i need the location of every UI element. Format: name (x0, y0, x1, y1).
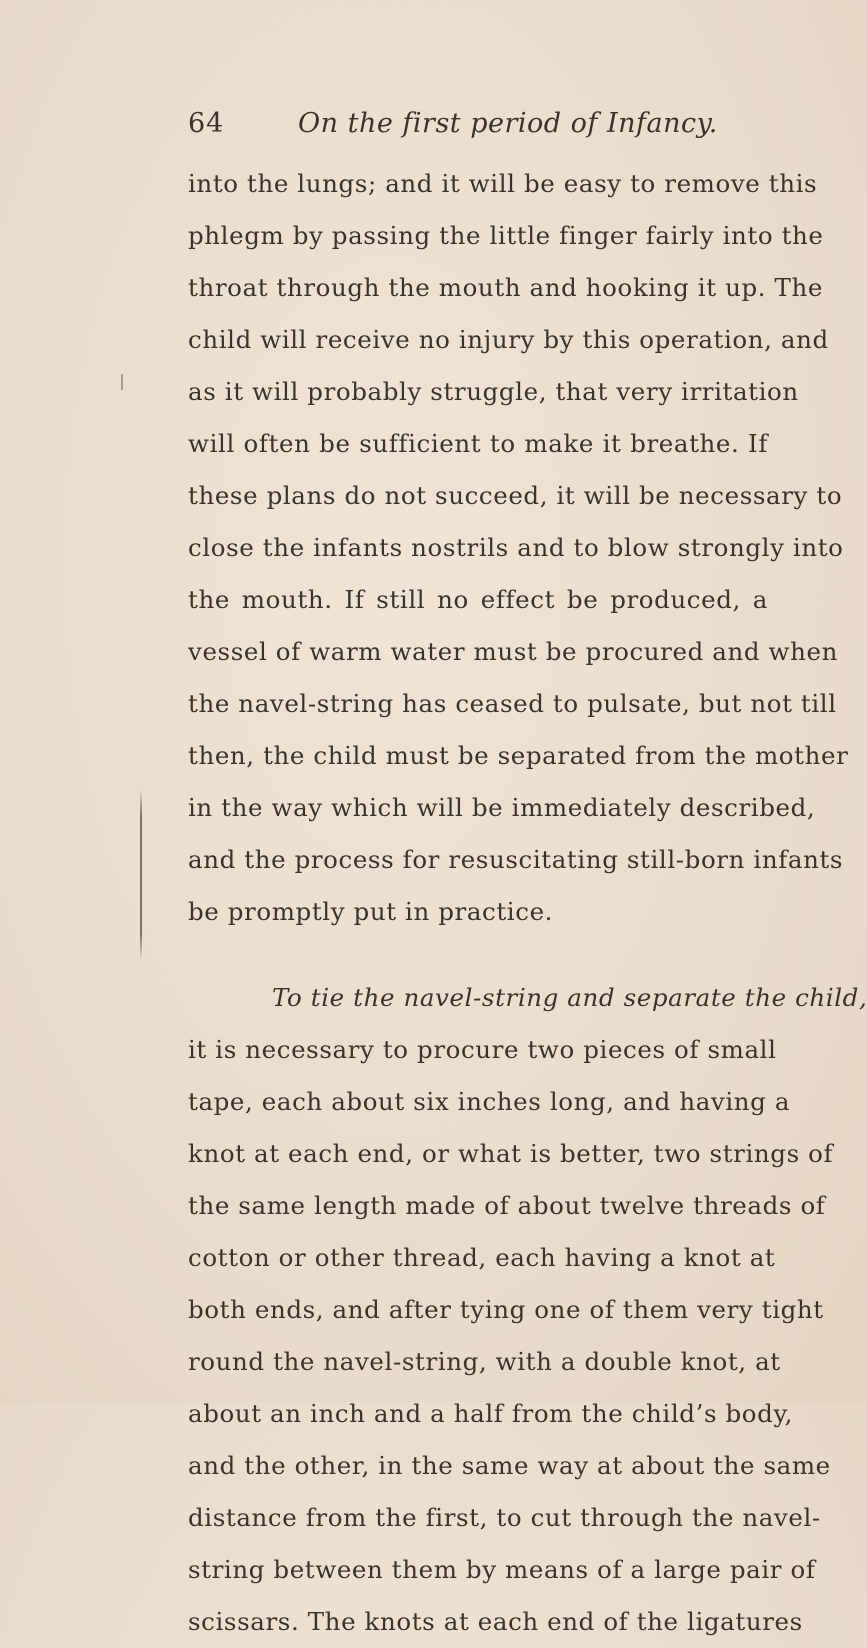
text-line: cotton or other thread, each having a knot at (188, 1243, 776, 1272)
text-line: string between them by means of a large pair of (188, 1555, 816, 1584)
margin-mark (121, 374, 123, 390)
text-line: both ends, and after tying one of them very tight (188, 1295, 824, 1324)
text-line: child will receive no injury by this operation, and (188, 325, 829, 354)
text-line: phlegm by passing the little finger fairly into the (188, 221, 824, 250)
text-line: as it will probably struggle, that very irritation (188, 377, 799, 406)
text-line: throat through the mouth and hooking it up. The (188, 273, 823, 302)
text-line: be promptly put in practice. (188, 897, 554, 926)
italic-lead-line: To tie the navel-string and separate the child, (272, 983, 867, 1012)
text-line: distance from the first, to cut through the navel- (188, 1503, 821, 1532)
text-line: knot at each end, or what is better, two strings of (188, 1139, 834, 1168)
text-line: it is necessary to procure two pieces of small (188, 1035, 777, 1064)
running-head (188, 108, 768, 158)
text-line: these plans do not succeed, it will be necessary to (188, 481, 843, 510)
text-line: about an inch and a half from the child’s body, (188, 1399, 794, 1428)
text-line: into the lungs; and it will be easy to remove this (188, 169, 818, 198)
margin-bracket-mark (140, 790, 142, 960)
text-line: and the process for resuscitating still-born infants (188, 845, 844, 874)
text-line: tape, each about six inches long, and having a (188, 1087, 791, 1116)
text-line: scissars. The knots at each end of the ligatures (188, 1607, 803, 1636)
text-line: round the navel-string, with a double knot, at (188, 1347, 781, 1376)
page-number: 64 (188, 108, 225, 139)
text-line: the navel-string has ceased to pulsate, but not till (188, 689, 837, 718)
paragraph-gap (188, 938, 768, 972)
text-line: will often be sufficient to make it breathe. If (188, 429, 768, 458)
text-line: the mouth. If still no effect be produced, a (188, 585, 768, 614)
text-line: close the infants nostrils and to blow strongly into (188, 533, 844, 562)
running-title: On the first period of Infancy. (298, 108, 718, 139)
text-line: and the other, in the same way at about the same (188, 1451, 831, 1480)
text-line: then, the child must be separated from the mother (188, 741, 849, 770)
paragraph-2 (188, 972, 867, 1648)
text-line: vessel of warm water must be procured and when (188, 637, 838, 666)
paragraph-1 (188, 158, 849, 938)
body-text (188, 158, 867, 1648)
text-line: in the way which will be immediately described, (188, 793, 816, 822)
text-line: the same length made of about twelve threads of (188, 1191, 826, 1220)
